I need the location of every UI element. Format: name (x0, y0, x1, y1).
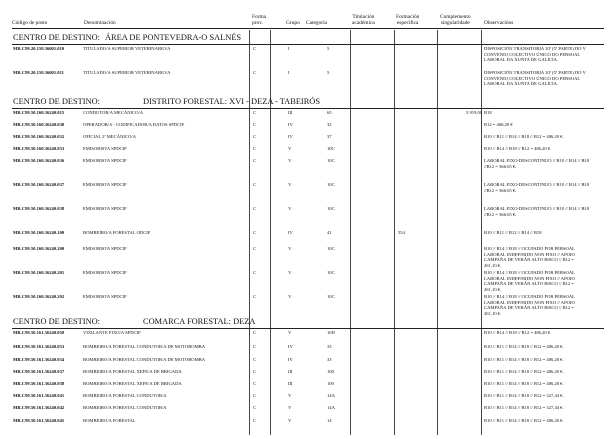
row-denominacion: EMISORISTA SPDCIF (83, 158, 127, 163)
observacion-line: B10 // B11 // B14 // B18 // B12 = 486,20 €. (484, 134, 564, 139)
row-code: MR.C99.50.160.36240.038 (13, 206, 65, 211)
row-denominacion: EMISORISTA SPDCIF (83, 182, 127, 187)
row-categoria: 10C (327, 270, 335, 275)
header-formacion (396, 14, 419, 26)
table-row (0, 357, 615, 367)
row-denominacion: TITULADO/A SUPERIOR VETERINARIO/A (83, 46, 171, 51)
section-label: CENTRO DE DESTINO: (13, 317, 101, 326)
table-row (0, 158, 615, 168)
row-grupo: V (288, 158, 292, 163)
observacion-line: B10 // B11 // B14 // B18 // B12 = 486,20 €. (484, 369, 564, 374)
row-grupo: V (288, 146, 292, 151)
section-name: ÁREA DE PONTEVEDRA-O SALNÉS (105, 33, 242, 42)
row-grupo: V (288, 206, 292, 211)
row-categoria: 100 (327, 369, 334, 374)
table-row (0, 146, 615, 156)
row-denominacion: BOMBEIRO/A FORESTAL CONDUTOR/A (83, 405, 167, 410)
header-observacions: Observacións (484, 20, 514, 26)
header-complemento-line2: singularidade (440, 20, 470, 26)
row-observacions (484, 146, 606, 152)
header-complemento-line1: Complemento (440, 14, 471, 20)
section-heading (13, 317, 255, 327)
observacion-line: CONVENIO COLECTIVO ÚNICO DO PERSOAL (484, 75, 581, 81)
observacion-line: CONVENIO COLECTIVO ÚNICO DO PERSOAL (484, 51, 581, 57)
row-denominacion: BOMBEIRO/A FORESTAL XEFE/A DE BRIGADA (83, 369, 182, 374)
row-categoria: 33 (327, 357, 332, 362)
observacion-line: B10 // B11 // B14 // B18 // B12 = 486,20 €. (484, 357, 564, 362)
section-heading (13, 33, 241, 43)
observacion-line: LABORAL INDEFINIDO NON FIXO // APOIO (484, 299, 575, 305)
table-row (0, 418, 615, 428)
table-row (0, 70, 615, 87)
header-complemento (440, 14, 471, 26)
row-observacions (484, 182, 606, 193)
table-row (0, 381, 615, 391)
row-forma: C (253, 330, 257, 335)
row-observacions (484, 230, 606, 236)
row-denominacion: BOMBEIRO/A FORESTAL CONDUTOR/A DE MOTOBOMBA (83, 357, 206, 362)
table-row (0, 344, 615, 354)
row-denominacion: BOMBEIRO/A FORESTAL CONDUTOR/A (83, 393, 167, 398)
row-code: MR.C99.20.150.36001.010 (13, 46, 65, 51)
section-name: COMARCA FORESTAL: DEZA (143, 317, 256, 326)
row-grupo: V (288, 246, 292, 251)
row-formacion: 554 (398, 230, 405, 235)
row-grupo: III (288, 110, 293, 115)
header-titulacion-line1: Titulación (352, 14, 375, 20)
row-forma: C (253, 146, 257, 151)
row-code: MR.C99.50.161.36240.038 (13, 381, 65, 386)
row-categoria: 41 (327, 230, 332, 235)
header-categoria: Categoría (306, 20, 327, 26)
observacion-line: B10 // B11 // B14 // B18 // B12 = 486,20 €. (484, 418, 564, 423)
table-row (0, 230, 615, 240)
observacion-line: LABORAL DA XUNTA DE GALICIA. (484, 81, 559, 87)
section-rule (12, 328, 604, 329)
row-categoria: 37 (327, 134, 332, 139)
observacion-line: //B12 = 366,65 €. (484, 187, 517, 193)
observacion-line: LABORAL INDEFINIDO NON FIXO // APOIO (484, 275, 575, 281)
row-code: MR.C99.50.160.36240.037 (13, 182, 65, 187)
observacion-line: DISPOSICIÓN TRANSITORIA 10ª (5ª PARTE) DO V (484, 46, 586, 51)
row-code: MR.C99.50.161.36240.033 (13, 344, 65, 349)
row-denominacion: EMISORISTA SPDCIF (83, 294, 127, 299)
section-rule (12, 44, 604, 45)
row-code: MR.C99.50.161.36240.034 (13, 357, 65, 362)
row-categoria: 14 (327, 418, 332, 423)
row-forma: C (253, 158, 257, 163)
observacion-line: LABORAL FIXO-DESCONTINUO // B10 // B14 // B18 (484, 182, 590, 187)
row-observacions (484, 270, 606, 292)
header-formacion-line1: Formación (396, 14, 420, 20)
row-forma: C (253, 405, 257, 410)
observacion-line: B10 // B14 // B18 // OCUPADO POR PERSOAL (484, 246, 575, 251)
row-observacions (484, 418, 606, 424)
row-denominacion: CONDUTOR/A MECÁNICO/A (83, 110, 144, 115)
row-observacions (484, 122, 606, 128)
observacion-line: CAMPAÑA DE VERÁN ALTO RISCO // B12 = (484, 257, 575, 263)
row-categoria: 10C (327, 246, 335, 251)
row-complemento: 5.919,00 (466, 110, 483, 115)
table-row (0, 405, 615, 415)
row-grupo: III (288, 381, 293, 386)
table-row (0, 134, 615, 144)
observacion-line: B18 (484, 110, 492, 115)
row-categoria: 14A (327, 393, 335, 398)
row-grupo: IV (288, 134, 293, 139)
observacion-line: 261,10 €. (484, 310, 502, 316)
row-code: MR.C99.50.161.36240.037 (13, 369, 65, 374)
row-observacions (484, 369, 606, 375)
row-denominacion: OPERADOR/A - CODIFICADOR/A DATOS SPDCIF (83, 122, 185, 127)
row-denominacion: OFICIAL 2ª MECÁNICO/A (83, 134, 136, 139)
header-grupo: Grupo (286, 20, 300, 26)
row-grupo: IV (288, 122, 293, 127)
observacion-line: B10 // B11 // B14 // B18 // B12 = 327,44 €. (484, 405, 564, 410)
row-categoria: 33 (327, 344, 332, 349)
row-observacions (484, 158, 606, 169)
observacion-line: 261,10 €. (484, 286, 502, 292)
row-forma: C (253, 393, 257, 398)
header-denominacion: Denominación (84, 20, 116, 26)
row-observacions (484, 46, 606, 63)
observacion-line: B10 // B11 // B14 // B18 // B12 = 486,20 €. (484, 344, 564, 349)
observacion-line: B12 = 468,20 € (484, 122, 513, 127)
row-observacions (484, 294, 606, 316)
table-row (0, 294, 615, 316)
row-forma: C (253, 381, 257, 386)
row-categoria: 10C (327, 182, 335, 187)
row-forma: C (253, 418, 257, 423)
row-forma: C (253, 46, 257, 51)
observacion-line: B10 // B14 // B18 // B12 = 486,20 €. (484, 330, 552, 335)
table-row (0, 122, 615, 132)
section-rule (12, 108, 604, 109)
row-forma: C (253, 344, 257, 349)
row-grupo: I (288, 70, 290, 75)
row-code: MR.C99.50.160.36240.015 (13, 110, 65, 115)
row-observacions (484, 344, 606, 350)
row-forma: C (253, 134, 257, 139)
row-categoria: 14A (327, 405, 335, 410)
table-row (0, 110, 615, 120)
section-name: DISTRITO FORESTAL: XVI - DEZA - TABEIRÓS (143, 97, 321, 106)
header-forma-line2: prov. (252, 20, 263, 26)
row-forma: C (253, 70, 257, 75)
row-denominacion: TITULADO/A SUPERIOR VETERINARIO/A (83, 70, 171, 75)
observacion-line: //B12 = 366,65 €. (484, 211, 517, 217)
observacion-line: B10 // B14 // B18 // OCUPADO POR PERSOAL (484, 294, 575, 299)
observacion-line: CAMPAÑA DE VERÁN ALTO RISCO // B12 = (484, 281, 575, 287)
row-denominacion: BOMBEIRO/A FORESTAL (83, 418, 136, 423)
row-denominacion: BOMBEIRO/A FORESTAL XEFE/A DE BRIGADA (83, 381, 182, 386)
row-code: MR.C99.50.161.36240.041 (13, 393, 65, 398)
row-denominacion: EMISORISTA SPDCIF (83, 270, 127, 275)
row-grupo: IV (288, 344, 293, 349)
row-denominacion: EMISORISTA SPDCIF (83, 146, 127, 151)
row-categoria: 32 (327, 122, 332, 127)
row-denominacion: BOMBEIRO/A FORESTAL CONDUTOR/A DE MOTOBOMBA (83, 344, 206, 349)
row-observacions (484, 246, 606, 268)
row-grupo: I (288, 46, 290, 51)
row-code: MR.C99.50.160.36240.100 (13, 230, 65, 235)
header-rule (12, 28, 604, 29)
observacion-line: B10 // B11 // B14 // B18 // B12 = 327,44 €. (484, 393, 564, 398)
row-forma: C (253, 270, 257, 275)
header-forma (252, 14, 266, 26)
row-forma: C (253, 369, 257, 374)
row-categoria: 5 (327, 46, 330, 51)
header-formacion-line2: específica (396, 20, 419, 26)
header-forma-line1: Forma (252, 14, 267, 20)
row-forma: C (253, 206, 257, 211)
table-row (0, 393, 615, 403)
row-forma: C (253, 246, 257, 251)
table-row (0, 270, 615, 292)
observacion-line: B10 // B14 // B18 // B12 = 486,20 €. (484, 146, 552, 151)
row-code: MR.C99.50.161.36240.050 (13, 330, 65, 335)
row-forma: C (253, 357, 257, 362)
row-denominacion: VIXILANTE FIXO/A SPDCIF (83, 330, 141, 335)
row-observacions (484, 357, 606, 363)
observacion-line: LABORAL FIXO-DESCONTINUO // B10 // B14 // B18 (484, 206, 590, 211)
row-code: MR.C99.50.160.36240.033 (13, 146, 65, 151)
row-forma: C (253, 230, 257, 235)
table-row (0, 369, 615, 379)
row-code: MR.C99.50.160.36240.032 (13, 134, 65, 139)
row-code: MR.C99.50.160.36240.202 (13, 294, 65, 299)
row-grupo: V (288, 393, 292, 398)
row-categoria: 10C (327, 158, 335, 163)
section-label: CENTRO DE DESTINO: (13, 33, 101, 42)
row-grupo: V (288, 330, 292, 335)
row-observacions (484, 70, 606, 87)
row-denominacion: EMISORISTA SPDCIF (83, 246, 127, 251)
row-grupo: V (288, 182, 292, 187)
row-categoria: 10C (327, 206, 335, 211)
row-grupo: IV (288, 357, 293, 362)
row-code: MR.C99.50.160.36240.201 (13, 270, 65, 275)
row-categoria: 100 (327, 381, 334, 386)
observacion-line: B10 // B11 // B14 // B18 // B12 = 486,20 €. (484, 381, 564, 386)
row-code: MR.C99.50.160.36240.200 (13, 246, 65, 251)
table-row (0, 246, 615, 268)
row-forma: C (253, 294, 257, 299)
row-observacions (484, 405, 606, 411)
row-categoria: 10D (327, 330, 335, 335)
table-row (0, 46, 615, 63)
table-row (0, 330, 615, 340)
row-categoria: 10C (327, 294, 335, 299)
row-forma: C (253, 182, 257, 187)
row-grupo: V (288, 405, 292, 410)
observacion-line: LABORAL FIXO-DESCONTINUO // B10 // B14 // B18 (484, 158, 590, 163)
row-forma: C (253, 110, 257, 115)
row-grupo: V (288, 418, 292, 423)
observacion-line: B10 // B14 // B18 // OCUPADO POR PERSOAL (484, 270, 575, 275)
table-row (0, 182, 615, 192)
row-grupo: III (288, 369, 293, 374)
row-code: MR.C99.20.150.36001.011 (13, 70, 64, 75)
row-code: MR.C99.50.161.36240.045 (13, 418, 65, 423)
observacion-line: //B12 = 366,65 €. (484, 163, 517, 169)
header-titulacion (352, 14, 375, 26)
row-categoria: 10C (327, 146, 335, 151)
section-heading (13, 97, 320, 107)
row-observacions (484, 393, 606, 399)
row-observacions (484, 134, 606, 140)
row-forma: C (253, 122, 257, 127)
observacion-line: LABORAL DA XUNTA DE GALICIA. (484, 57, 559, 63)
row-denominacion: BOMBEIRO/A FORESTAL ODCIF (83, 230, 151, 235)
row-categoria: 65 (327, 110, 332, 115)
row-grupo: V (288, 294, 292, 299)
row-code: MR.C99.50.160.36240.036 (13, 158, 65, 163)
row-denominacion: EMISORISTA SPDCIF (83, 206, 127, 211)
row-observacions (484, 330, 606, 336)
section-label: CENTRO DE DESTINO: (13, 97, 101, 106)
row-categoria: 5 (327, 70, 330, 75)
header-codigo: Código de posto (12, 20, 48, 26)
row-observacions (484, 381, 606, 387)
row-observacions (484, 206, 606, 217)
row-grupo: V (288, 270, 292, 275)
observacion-line: B10 // B11 // B12 // B14 // B18 (484, 230, 542, 235)
observacion-line: DISPOSICIÓN TRANSITORIA 10ª (5ª PARTE) DO V (484, 70, 586, 75)
header-titulacion-line2: académica (352, 20, 375, 26)
row-code: MR.C99.50.160.36240.030 (13, 122, 65, 127)
row-grupo: IV (288, 230, 293, 235)
row-observacions (484, 110, 606, 116)
observacion-line: CAMPAÑA DE VERÁN ALTO RISCO // B12 = (484, 305, 575, 311)
observacion-line: LABORAL INDEFINIDO NON FIXO // APOIO (484, 251, 575, 257)
table-row (0, 206, 615, 216)
observacion-line: 261,10 €. (484, 262, 502, 268)
row-code: MR.C99.50.161.36240.042 (13, 405, 65, 410)
